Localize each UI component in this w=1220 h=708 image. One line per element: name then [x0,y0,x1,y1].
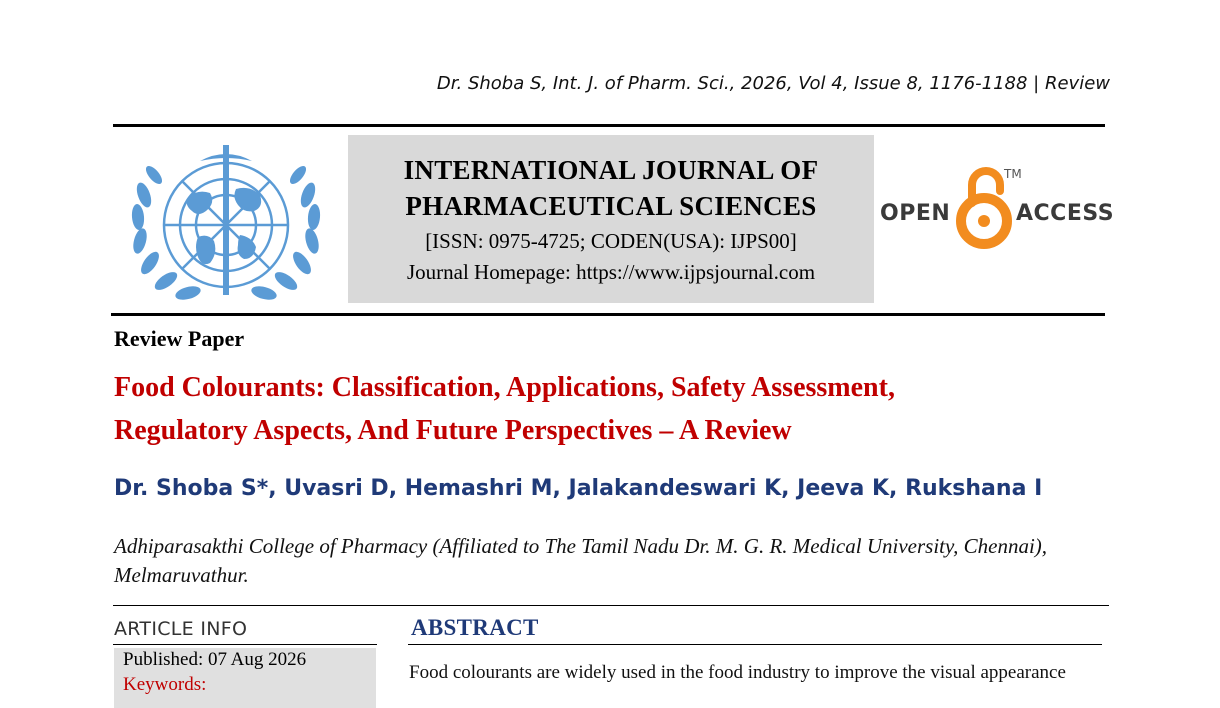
running-head: Dr. Shoba S, Int. J. of Pharm. Sci., 2026, Vol 4, Issue 8, 1176-1188 | Review [436,73,1110,94]
abstract-text: Food colourants are widely used in the food industry to improve the visual appearance [409,662,1066,683]
article-title [114,366,1114,452]
paper-type: Review Paper [114,326,245,351]
un-emblem-caduceus-icon [128,139,324,305]
affiliation-line1: Adhiparasakthi College of Pharmacy (Affiliated to The Tamil Nadu Dr. M. G. R. Medical University, Chennai), [114,534,1048,558]
article-info-rule [113,644,377,645]
section-divider [113,605,1109,606]
article-info-box [114,648,376,708]
article-title-line2: Regulatory Aspects, And Future Perspectives – A Review [114,415,792,446]
abstract-rule [408,644,1102,645]
published-date: Published: 07 Aug 2026 [123,649,307,670]
affiliation [114,532,1114,590]
open-access-logo [880,163,1115,253]
affiliation-line2: Melmaruvathur. [114,563,249,587]
masthead-bottom-rule [111,313,1105,316]
journal-homepage[interactable]: Journal Homepage: https://www.ijpsjournal.com [406,260,816,284]
author-list: Dr. Shoba S*, Uvasri D, Hemashri M, Jalakandeswari K, Jeeva K, Rukshana I [114,476,1043,501]
trademark-mark: TM [1004,167,1022,181]
journal-title-line2: PHARMACEUTICAL SCIENCES [405,191,817,221]
issn-line: [ISSN: 0975-4725; CODEN(USA): IJPS00] [425,229,797,253]
open-access-word-open: OPEN [880,201,951,226]
journal-title-line1: INTERNATIONAL JOURNAL OF [403,155,819,185]
open-access-word-access: ACCESS [1016,201,1115,226]
article-info-heading: ARTICLE INFO [114,618,248,640]
article-title-line1: Food Colourants: Classification, Applications, Safety Assessment, [114,372,895,403]
abstract-heading: ABSTRACT [411,615,539,640]
journal-masthead [348,135,874,303]
keywords-label: Keywords: [123,674,207,695]
masthead-top-rule [113,124,1105,127]
